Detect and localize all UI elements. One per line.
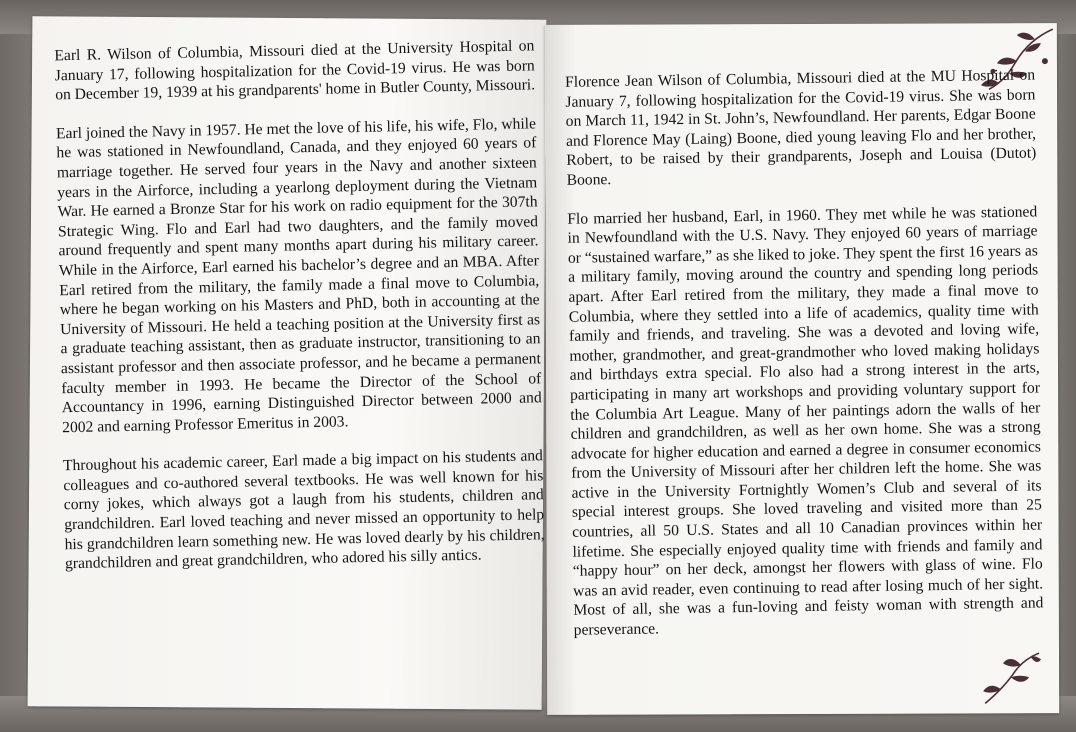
earl-paragraph-2: Earl joined the Navy in 1957. He met the love of his life, his wife, Flo, while he was stationed in Newfoundland, Canada, and they enjoyed 60 years of marriage together. He served four years in the Navy and another sixteen years in the Airforce, including a yearlong deployment during the Vietnam War. He earned a Bronze Star for his work on radio equipment for the 307th Strategic Wing. Flo and Earl had two daughters, and the family moved around frequently and spent many months apart during his military career. While in the Airforce, Earl earned his bachelor’s degree and an MBA. After Earl retired from the military, the family made a final move to Columbia, where he began working on his Masters and PhD, both in accounting at the University of Missouri. He held a teaching position at the University first as a graduate teaching assistant, then as graduate instructor, transitioning to an assistant professor and then associate professor, and he became a permanent faculty member in 1993. He became the Director of the School of Accountancy in 1996, earning Distinguished Director between 2000 and 2002 and earning Professor Emeritus in 2003. — [55, 115, 542, 436]
earl-obituary-text — [54, 36, 545, 593]
florence-obituary-text — [565, 65, 1044, 659]
floral-ornament-icon — [981, 649, 1041, 705]
florence-paragraph-1: Florence Jean Wilson of Columbia, Missouri died at the MU Hospital on January 7, following hospitalization for the Covid-19 virus. She was born on March 11, 1942 in St. John’s, Newfoundland. Her parents, Edgar Boone and Florence May (Laing) Boone, died young leaving Flo and her brother, Robert, to be raised by their grandparents, Joseph and Louisa (Dutot) Boone. — [564, 66, 1037, 189]
earl-paragraph-3: Throughout his academic career, Earl made a big impact on his students and colleagues and co-authored several textbooks. He was well known for his corny jokes, which always got a laugh from his students, children and grandchildren. Earl loved teaching and never missed an opportunity to help his grandchildren learn something new. He was loved dearly by his children, grandchildren and great grandchildren, who adored his silly antics. — [62, 447, 545, 573]
left-page — [28, 16, 547, 710]
earl-paragraph-1: Earl R. Wilson of Columbia, Missouri died at the University Hospital on January 17, following hospitalization for the Covid-19 virus. He was born on December 19, 1939 at his grandparents' home in Butler County, Missouri. — [54, 37, 536, 104]
florence-paragraph-2: Flo married her husband, Earl, in 1960. They met while he was stationed in Newfoundland with the U.S. Navy. They enjoyed 60 years of marriage or “sustained warfare,” as she liked to joke. They spent the first 16 years as a military family, moving around the country and spending long periods apart. After Earl retired from the military, they made a final move to Columbia, where they settled into a life of academics, quality time with family and friends, and traveling. She was a devoted and loving wife, mother, grandmother, and great-grandmother who loved making holidays and birthdays extra special. Flo also had a strong interest in the arts, participating in many art workshops and providing voluntary support for the Columbia Art League. Many of her paintings adorn the walls of her children and grandchildren, as well as her own home. She was a strong advocate for higher education and earned a degree in consumer economics from the University of Missouri after her children left the home. She was active in the University Fortnightly Women’s Club and several of its special interest groups. She loved traveling and visited more than 25 countries, all 50 U.S. States and all 10 Canadian provinces within her lifetime. She especially enjoyed quality time with friends and family and “happy hour” on her deck, amongst her flowers with glass of wine. Flo was an avid reader, even continuing to read after losing much of her sight. Most of all, she was a fun-loving and feisty woman with strength and perseverance. — [567, 202, 1044, 639]
right-page — [545, 23, 1059, 715]
